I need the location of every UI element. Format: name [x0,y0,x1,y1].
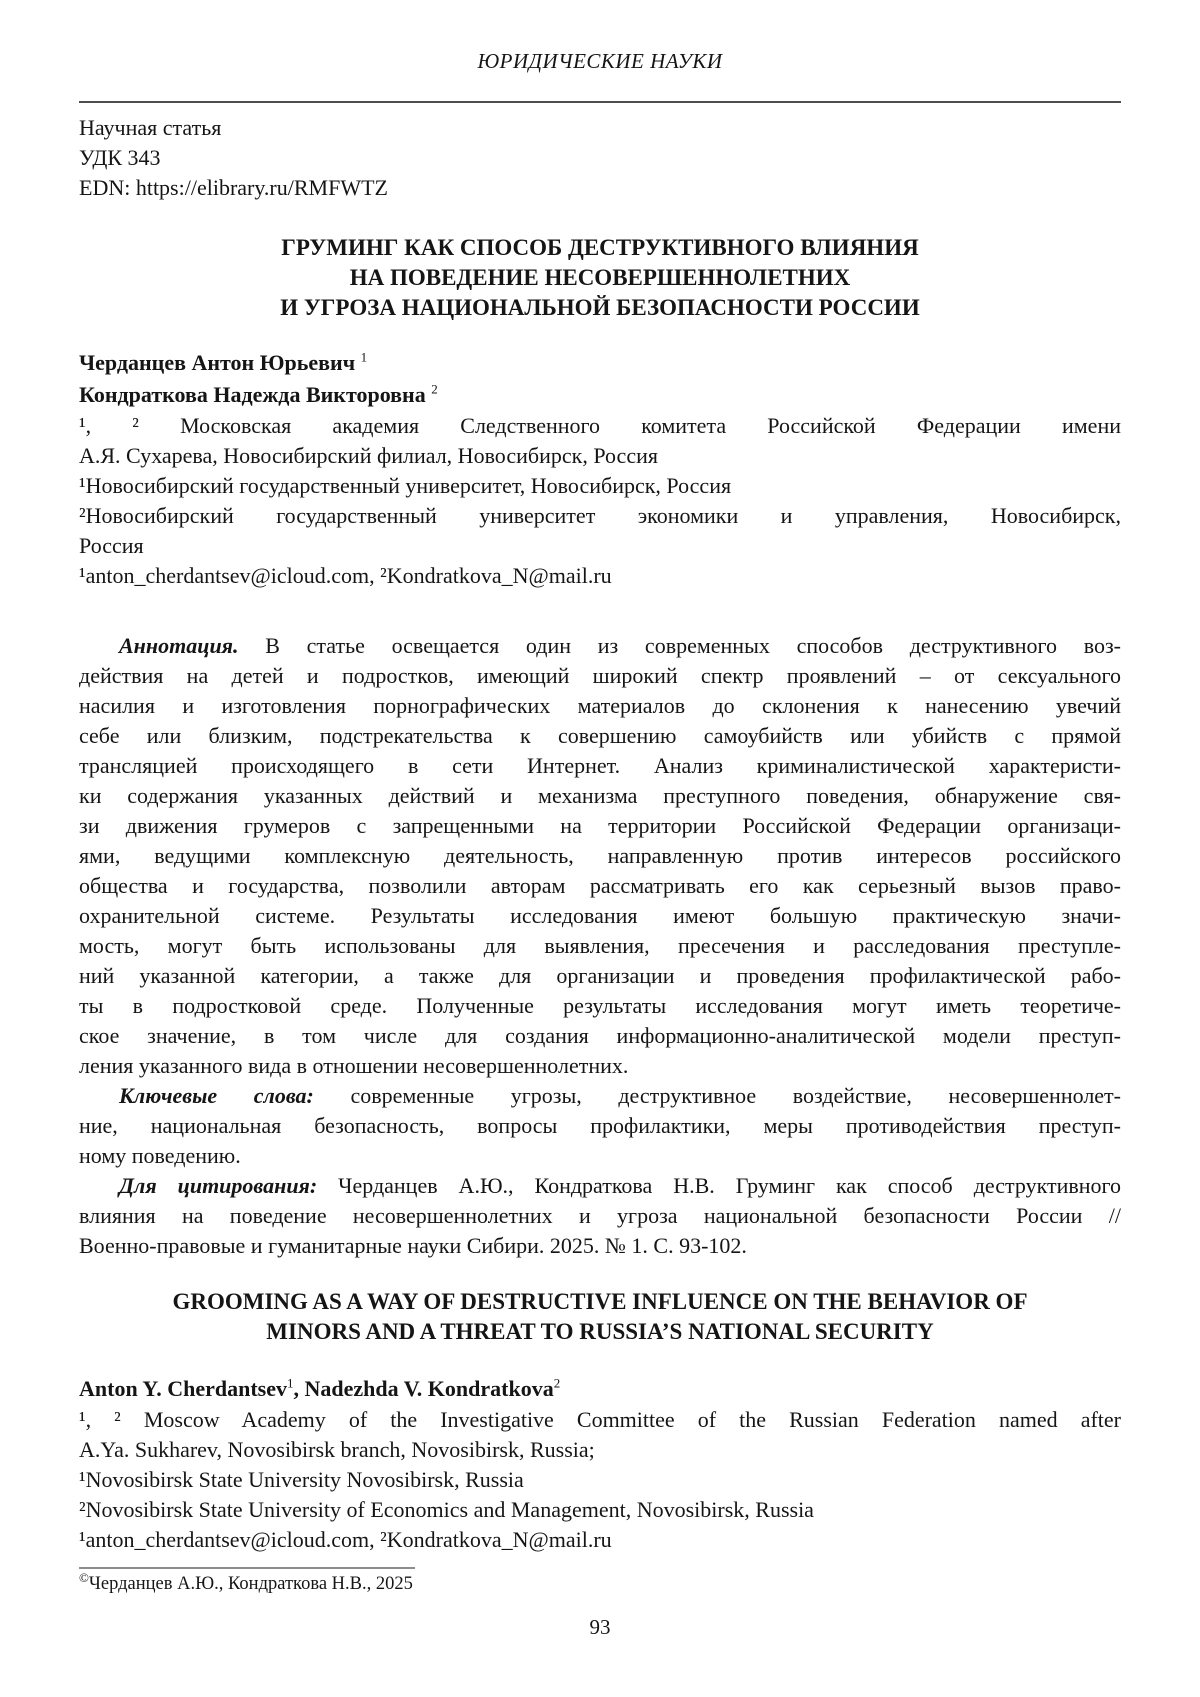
text-line: мость, могут быть использованы для выявления, пресечения и расследования преступле- [79,933,1121,958]
citation-block [79,1171,1121,1261]
citation-body [79,1201,1121,1261]
author-ru-2 [79,379,1121,411]
text-line: ¹, ² Moscow Academy of the Investigative Committee of the Russian Federation named after [79,1407,1121,1432]
affiliation-ru-nsuem [79,501,1121,561]
text-line: A.Ya. Sukharev, Novosibirsk branch, Novosibirsk, Russia; [79,1437,595,1462]
affiliations-ru [79,411,1121,591]
keywords-first-line [79,1081,1121,1111]
text-line: трансляцией происходящего в сети Интернет. Анализ криминалистической характеристи- [79,753,1121,778]
abstract-body [79,661,1121,1081]
page-number: 93 [589,1615,611,1639]
author-ru-1-name: Черданцев Антон Юрьевич [79,350,356,375]
copyright-footnote [79,1571,1121,1597]
text-line: ¹Novosibirsk State University Novosibirsk, Russia [79,1467,524,1492]
text-line: ¹, ² Московская академия Следственного комитета Российской Федерации имени [79,413,1121,438]
author-emails-ru [79,561,1121,591]
author-en-1-sup: 1 [287,1375,294,1391]
text-line: общества и государства, позволили авторам рассматривать его как серьезный вызов право- [79,873,1121,898]
text-line: зи движения грумеров с запрещенными на территории Российской Федерации организаци- [79,813,1121,838]
copyright-mark: © [79,1569,89,1585]
author-ru-1 [79,347,1121,379]
footnote-divider [79,1567,415,1569]
edn-link: EDN: https://elibrary.ru/RMFWTZ [79,175,388,200]
text-line: ¹anton_cherdantsev@icloud.com, ²Kondratkova_N@mail.ru [79,563,612,588]
author-ru-2-name: Кондраткова Надежда Викторовна [79,382,426,407]
author-en-2 [294,1376,561,1401]
affiliation-en-academy [79,1405,1121,1465]
abstract-first-line [79,631,1121,661]
author-en-1-name: Anton Y. Cherdantsev [79,1376,288,1401]
text-line: ки содержания указанных действий и механизма преступного поведения, обнаружение свя- [79,783,1121,808]
text-line: влияния на поведение несовершеннолетних и угроза национальной безопасности России // [79,1203,1121,1228]
author-ru-1-sup: 1 [360,349,368,365]
title-en-line-2: MINORS AND A THREAT TO RUSSIA’S NATIONAL SECURITY [266,1319,934,1344]
author-ru-2-sup: 2 [431,381,438,397]
title-ru-line-2: НА ПОВЕДЕНИЕ НЕСОВЕРШЕННОЛЕТНИХ [349,265,851,290]
affiliation-en-nsu [79,1465,1121,1495]
text-line: ями, ведущими комплексную деятельность, направленную против интересов российского [79,843,1121,868]
abstract-label: Аннотация. [119,633,239,658]
title-en-line-1: GROOMING AS A WAY OF DESTRUCTIVE INFLUENCE ON THE BEHAVIOR OF [172,1289,1028,1314]
text-line: ¹Новосибирский государственный университет, Новосибирск, Россия [79,473,732,498]
article-type: Научная статья [79,115,222,140]
affiliations-en [79,1405,1121,1555]
title-ru-line-3: И УГРОЗА НАЦИОНАЛЬНОЙ БЕЗОПАСНОСТИ РОССИИ [280,295,920,320]
keywords-body [79,1111,1121,1171]
author-emails-en [79,1525,1121,1555]
title-ru-line-1: ГРУМИНГ КАК СПОСОБ ДЕСТРУКТИВНОГО ВЛИЯНИЯ [281,235,919,260]
keywords-label: Ключевые слова: [119,1083,314,1108]
authors-ru [79,347,1121,411]
article-meta [79,113,1121,203]
authors-en [79,1373,1121,1405]
text-line: ское значение, в том числе для создания информационно-аналитической модели преступ- [79,1023,1121,1048]
author-en-2-name: , Nadezhda V. Kondratkova [293,1376,554,1401]
text-line: ты в подростковой среде. Полученные результаты исследования могут иметь теоретиче- [79,993,1121,1018]
abstract-first-text: В статье освещается один из современных способов деструктивного воз- [238,633,1121,658]
affiliation-en-nsuem [79,1495,1121,1525]
keywords-block [79,1081,1121,1171]
author-en-2-sup: 2 [553,1375,561,1391]
author-en-1 [79,1376,294,1401]
text-line: себе или близким, подстрекательства к совершению самоубийств или убийств с прямой [79,723,1121,748]
text-line: А.Я. Сухарева, Новосибирский филиал, Новосибирск, Россия [79,443,658,468]
header-divider [79,101,1121,103]
text-line: ления указанного вида в отношении несовершеннолетних. [79,1053,629,1078]
affiliation-ru-nsu [79,471,1121,501]
text-line: ²Новосибирский государственный университет экономики и управления, Новосибирск, [79,503,1121,528]
text-line: ний указанной категории, а также для организации и проведения профилактической рабо- [79,963,1121,988]
journal-section-header: ЮРИДИЧЕСКИЕ НАУКИ [477,49,723,73]
citation-first-line [79,1171,1121,1201]
article-title-ru [79,233,1121,323]
citation-label: Для цитирования: [119,1173,318,1198]
text-line: ¹anton_cherdantsev@icloud.com, ²Kondratkova_N@mail.ru [79,1527,612,1552]
text-line: ²Novosibirsk State University of Economics and Management, Novosibirsk, Russia [79,1497,814,1522]
text-line: Россия [79,533,144,558]
text-line: ние, национальная безопасность, вопросы профилактики, меры противодействия преступ- [79,1113,1121,1138]
abstract-block [79,631,1121,1081]
text-line: охранительной системе. Результаты исследования имеют большую практическую значи- [79,903,1121,928]
text-line: насилия и изготовления порнографических материалов до склонения к нанесению увечий [79,693,1121,718]
text-line: действия на детей и подростков, имеющий широкий спектр проявлений – от сексуального [79,663,1121,688]
citation-first-text: Черданцев А.Ю., Кондраткова Н.В. Груминг как способ деструктивного [317,1173,1121,1198]
udc-code: УДК 343 [79,145,161,170]
text-line: Военно-правовые и гуманитарные науки Сибири. 2025. № 1. С. 93-102. [79,1233,747,1258]
keywords-first-text: современные угрозы, деструктивное воздействие, несовершеннолет- [313,1083,1121,1108]
article-title-en [79,1287,1121,1347]
text-line: ному поведению. [79,1143,241,1168]
affiliation-ru-academy [79,411,1121,471]
copyright-text: Черданцев А.Ю., Кондраткова Н.В., 2025 [88,1574,413,1594]
